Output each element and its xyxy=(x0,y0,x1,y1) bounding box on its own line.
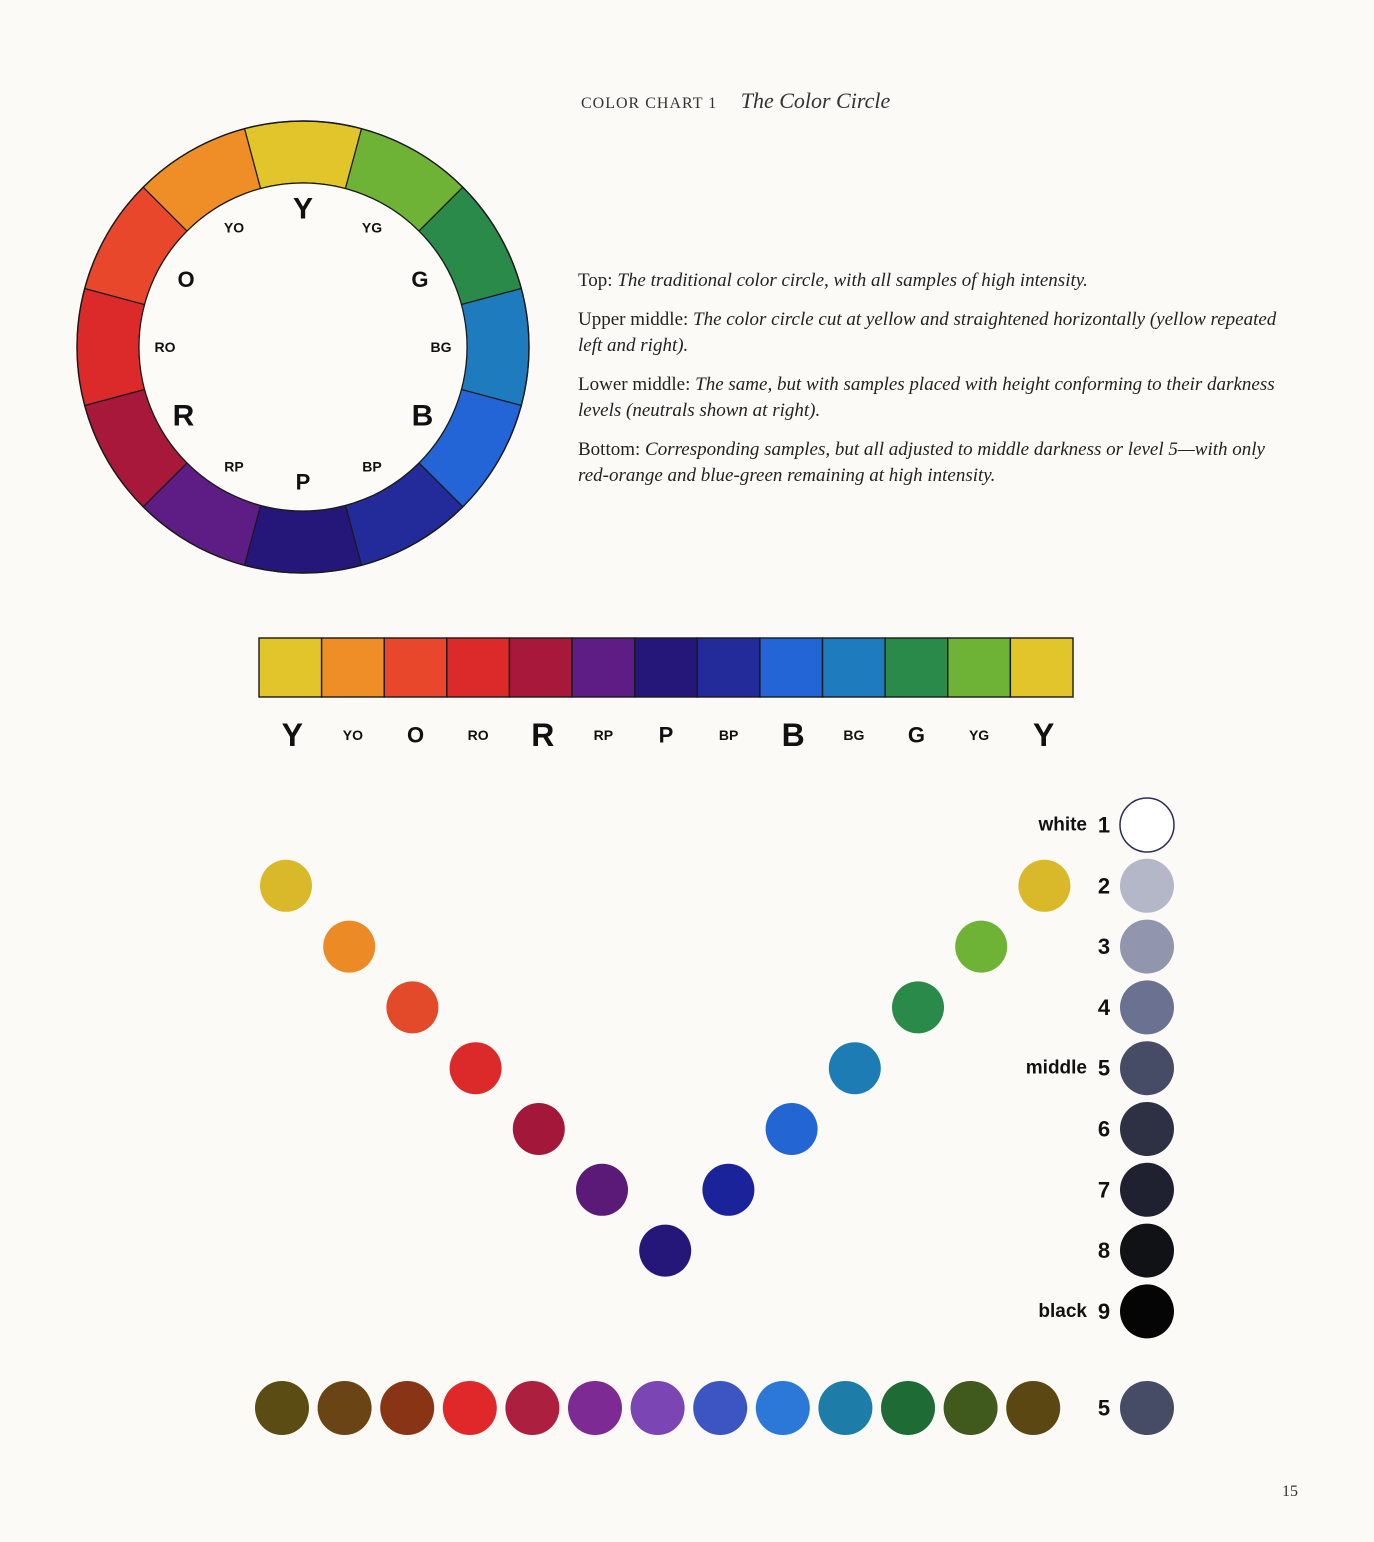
caption-lower-middle: Lower middle: The same, but with samples placed with height conforming to their darkness levels (neutrals shown at right). xyxy=(578,374,1275,421)
middle-sample-10 xyxy=(818,1381,872,1435)
wheel-label-y: Y xyxy=(292,192,314,226)
wheel-label-b: B xyxy=(411,399,434,433)
neutral-level-9: 9 xyxy=(1097,1298,1111,1324)
strip-label-g: G xyxy=(907,722,926,748)
strip-cell-r xyxy=(509,638,572,697)
neutral-name-black: black xyxy=(1038,1300,1087,1322)
strip-label-bp: BP xyxy=(718,727,739,743)
middle-sample-7 xyxy=(631,1381,685,1435)
middle-sample-11 xyxy=(881,1381,935,1435)
wheel-segment-ro xyxy=(77,289,145,406)
wheel-label-bp: BP xyxy=(362,458,382,475)
strip-cell-y xyxy=(1010,638,1073,697)
caption-top: Top: The traditional color circle, with all samples of high intensity. xyxy=(578,270,1088,291)
neutral-swatch-5 xyxy=(1120,1041,1174,1095)
strip-cell-p xyxy=(635,638,698,697)
darkness-sample-5 xyxy=(513,1103,565,1155)
wheel-label-r: R xyxy=(172,399,195,433)
neutral-swatch-7 xyxy=(1120,1163,1174,1217)
darkness-sample-10 xyxy=(829,1042,881,1094)
middle-sample-2 xyxy=(318,1381,372,1435)
wheel-label-ro: RO xyxy=(154,339,176,355)
middle-sample-5 xyxy=(505,1381,559,1435)
strip-cell-ro xyxy=(447,638,510,697)
neutral-name-white: white xyxy=(1038,814,1087,836)
neutral-swatch-8 xyxy=(1120,1224,1174,1278)
middle-row-neutral xyxy=(1120,1381,1174,1435)
strip-label-bg: BG xyxy=(843,727,865,743)
strip-label-yo: YO xyxy=(342,727,364,743)
strip-label-o: O xyxy=(406,722,425,748)
strip-label-y: Y xyxy=(281,717,303,753)
neutral-level-7: 7 xyxy=(1097,1177,1111,1203)
strip-label-p: P xyxy=(658,722,674,748)
darkness-sample-12 xyxy=(955,921,1007,973)
middle-sample-12 xyxy=(944,1381,998,1435)
middle-sample-4 xyxy=(443,1381,497,1435)
neutral-level-8: 8 xyxy=(1097,1238,1111,1264)
wheel-label-yg: YG xyxy=(361,219,383,236)
darkness-sample-3 xyxy=(386,981,438,1033)
neutral-name-middle: middle xyxy=(1025,1057,1087,1079)
middle-sample-13 xyxy=(1006,1381,1060,1435)
strip-cell-b xyxy=(760,638,823,697)
wheel-segment-bg xyxy=(461,289,529,406)
page-number: 15 xyxy=(1282,1483,1298,1500)
neutral-level-5: 5 xyxy=(1097,1055,1111,1081)
darkness-sample-8 xyxy=(702,1164,754,1216)
middle-sample-8 xyxy=(693,1381,747,1435)
color-wheel xyxy=(0,0,620,600)
neutral-swatch-2 xyxy=(1120,859,1174,913)
strip-label-rp: RP xyxy=(593,727,614,743)
wheel-label-g: G xyxy=(411,267,429,292)
wheel-label-yo: YO xyxy=(223,219,245,236)
wheel-label-rp: RP xyxy=(224,458,244,475)
darkness-sample-1 xyxy=(260,860,312,912)
captions xyxy=(578,268,1298,502)
caption-upper-middle: Upper middle: The color circle cut at yellow and straightened horizontally (yellow repeated left and right). xyxy=(578,309,1277,356)
strip-cell-o xyxy=(384,638,447,697)
strip-label-b: B xyxy=(781,717,805,753)
wheel-label-p: P xyxy=(295,469,311,495)
neutral-level-6: 6 xyxy=(1097,1116,1111,1142)
strip-cell-bg xyxy=(823,638,886,697)
middle-sample-1 xyxy=(255,1381,309,1435)
neutral-swatch-6 xyxy=(1120,1102,1174,1156)
strip-label-r: R xyxy=(531,717,555,753)
darkness-sample-7 xyxy=(639,1225,691,1277)
page-title xyxy=(581,88,890,114)
strip-cell-rp xyxy=(572,638,635,697)
strip-cell-g xyxy=(885,638,948,697)
neutral-level-2: 2 xyxy=(1097,873,1111,899)
middle-row-level: 5 xyxy=(1097,1395,1111,1421)
strip-cell-bp xyxy=(697,638,760,697)
darkness-sample-9 xyxy=(766,1103,818,1155)
strip-cell-yg xyxy=(948,638,1011,697)
wheel-segment-p xyxy=(245,505,362,573)
strip-cell-y xyxy=(259,638,322,697)
neutral-level-4: 4 xyxy=(1097,994,1111,1020)
darkness-sample-11 xyxy=(892,981,944,1033)
wheel-label-bg: BG xyxy=(430,339,452,355)
chart-label: COLOR CHART 1 xyxy=(581,95,718,112)
strip-label-yg: YG xyxy=(968,727,990,743)
darkness-sample-2 xyxy=(323,921,375,973)
darkness-sample-13 xyxy=(1018,860,1070,912)
wheel-segment-y xyxy=(245,121,362,189)
middle-sample-9 xyxy=(756,1381,810,1435)
neutral-swatch-1 xyxy=(1120,798,1174,852)
middle-sample-3 xyxy=(380,1381,434,1435)
wheel-label-o: O xyxy=(177,267,195,292)
middle-sample-6 xyxy=(568,1381,622,1435)
strip-label-y: Y xyxy=(1033,717,1055,753)
strip-label-ro: RO xyxy=(467,727,489,743)
strip-cell-yo xyxy=(322,638,385,697)
caption-bottom: Bottom: Corresponding samples, but all adjusted to middle darkness or level 5—with only red-orange and blue-green remaining at high intensity. xyxy=(578,439,1265,486)
neutral-swatch-9 xyxy=(1120,1284,1174,1338)
neutral-level-1: 1 xyxy=(1097,812,1111,838)
neutral-swatch-3 xyxy=(1120,920,1174,974)
darkness-sample-6 xyxy=(576,1164,628,1216)
chart-title: The Color Circle xyxy=(740,88,891,113)
neutral-level-3: 3 xyxy=(1097,934,1111,960)
neutral-swatch-4 xyxy=(1120,980,1174,1034)
darkness-sample-4 xyxy=(450,1042,502,1094)
wheel-center xyxy=(139,183,467,511)
